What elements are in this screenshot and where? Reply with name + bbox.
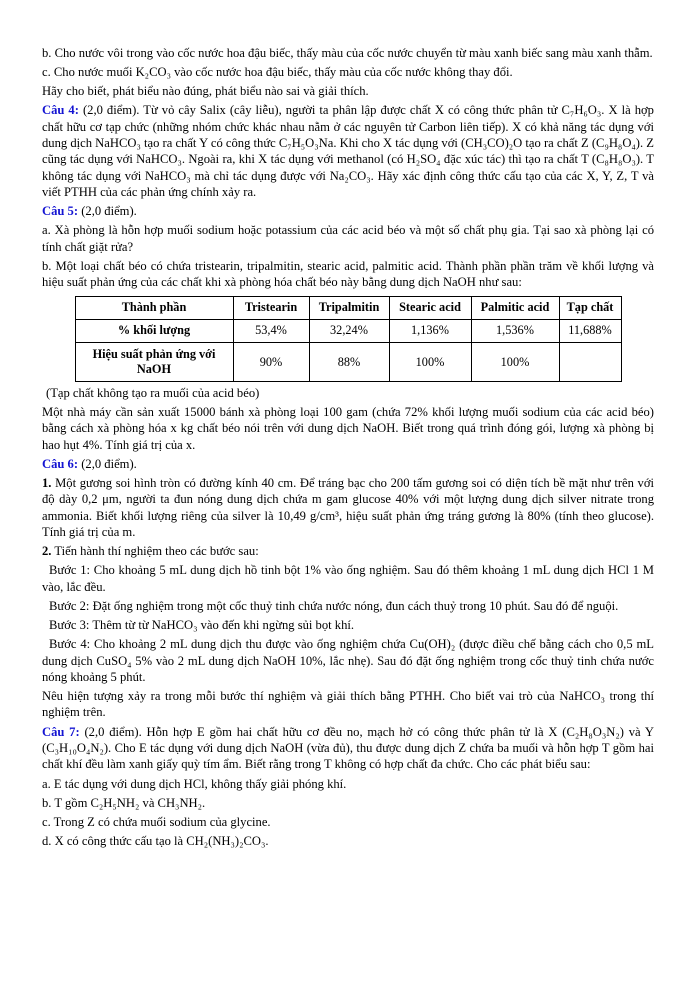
question-5 [42,203,654,219]
table-header-cell: Palmitic acid [471,296,559,319]
table-cell: 11,688% [559,319,621,342]
experiment-step-3: Bước 3: Thêm từ từ NaHCO₃ vào đến khi ngừng sủi bọt khí. [49,618,355,633]
question-7-text: (2,0 điểm). Hỗn hợp E gồm hai chất hữu cơ đều no, mạch hở có công thức phân tử là X (C₂H₈O₃N₂) và Y (C₃H₁₀O₄N₂). Cho E tác dụng với dung dịch NaOH (vừa đủ), thu được dung dịch Z chứa ba muối và hỗn hợp T gồm hai chất khí đều làm xanh giấy quỳ tím ẩm. Biết rằng trong T không có hợp chất đa chức. Cho các phát biểu sau: [42,724,655,772]
table-cell [559,343,621,382]
q6-part-2-number: 2. [42,544,52,559]
q6-part-1-number: 1. [42,476,52,491]
experiment-step-4: Bước 4: Cho khoảng 2 mL dung dịch thu được vào ống nghiệm chứa Cu(OH)₂ (được điều chế bằng cách cho 0,5 mL dung dịch CuSO₄ 5% vào 2 mL dung dịch NaOH 10%, lắc nhẹ). Sau đó đặt ống nghiệm trong cốc thuỷ tinh chứa nước nóng khoảng 5 phút. [42,637,654,684]
q5-part-b: b. Một loại chất béo có chứa tristearin, tripalmitin, stearic acid, palmitic acid. Thành phần phần trăm về khối lượng và hiệu suất phản ứng của các chất khi xà phòng hóa chất béo này bằng dung dịch NaOH như sau: [42,258,654,290]
table-header-cell: Tristearin [233,296,309,319]
q5-part-b-problem: Một nhà máy cần sản xuất 15000 bánh xà phòng loại 100 gam (chứa 72% khối lượng muối sodium của các acid béo) bằng cách xà phòng hóa x kg chất béo nói trên với dung dịch NaOH. Biết trong quá trình đóng gói, lượng xà phòng bị hao hụt 4%. Tính giá trị của x. [42,405,654,452]
q6-part-1 [42,475,654,540]
question-4 [42,102,654,200]
q7-statement-b: b. T gồm C₂H₅NH₂ và CH₃NH₂. [42,795,206,810]
table-header-cell: Tripalmitin [309,296,389,319]
question-6-label: Câu 6: [42,456,79,471]
statement-c: c. Cho nước muối K₂CO₃ vào cốc nước hoa đậu biếc, thấy màu của cốc nước không thay đổi. [42,64,513,79]
table-header-cell: Stearic acid [389,296,471,319]
table-header-cell: Thành phần [75,296,233,319]
experiment-step-2: Bước 2: Đặt ống nghiệm trong một cốc thuỷ tinh chứa nước nóng, đun cách thuỷ trong 10 phút. Sau đó để nguội. [49,598,619,613]
q5-part-a: a. Xà phòng là hỗn hợp muối sodium hoặc potassium của các acid béo và một số chất phụ gia. Tại sao xà phòng lại có tính chất giặt rửa? [42,223,654,254]
table-row-label: % khối lượng [75,319,233,342]
q7-statement-c: c. Trong Z có chứa muối sodium của glycine. [42,814,271,829]
table-cell: 1,136% [389,319,471,342]
question-7-label: Câu 7: [42,724,80,739]
question-7 [42,724,654,773]
table-cell: 88% [309,343,389,382]
q6-part-2-text: Tiến hành thí nghiệm theo các bước sau: [54,544,259,559]
q6-part-2 [42,543,654,559]
prompt-evaluate: Hãy cho biết, phát biểu nào đúng, phát biểu nào sai và giải thích. [42,84,369,99]
question-6-text: (2,0 điểm). [81,456,137,471]
table-cell: 100% [389,343,471,382]
table-note: (Tạp chất không tạo ra muối của acid béo) [46,385,260,400]
question-4-label: Câu 4: [42,103,79,118]
table-header-cell: Tạp chất [559,296,621,319]
table-row-label: Hiệu suất phản ứng với NaOH [75,343,233,382]
q6-part-1-text: Một gương soi hình tròn có đường kính 40 cm. Để tráng bạc cho 200 tấm gương soi có diện tích bề mặt như trên với độ dày 0,2 μm, người ta đun nóng dung dịch chứa m gam glucose 40% với một lượng dung dịch silver nitrate trong ammonia. Biết khối lượng riêng của silver là 10,49 g/cm³, hiệu suất phản ứng tráng gương là 80% (tính theo glucose). Tính giá trị của m. [42,476,655,540]
saponification-table [75,296,622,382]
q7-statement-a: a. E tác dụng với dung dịch HCl, không thấy giải phóng khí. [42,776,347,791]
table-header-row [75,296,621,319]
q7-statement-d: d. X có công thức cấu tạo là CH₂(NH₃)₂CO₃. [42,833,269,848]
question-6 [42,456,654,472]
question-5-label: Câu 5: [42,204,79,219]
statement-b: b. Cho nước vôi trong vào cốc nước hoa đậu biếc, thấy màu của cốc nước chuyển từ màu xanh biếc sang màu xanh thẫm. [42,45,653,60]
table-cell: 1,536% [471,319,559,342]
experiment-step-1: Bước 1: Cho khoảng 5 mL dung dịch hồ tinh bột 1% vào ống nghiệm. Sau đó thêm khoảng 1 mL dung dịch HCl 1 M vào, lắc đều. [42,563,654,594]
table-cell: 53,4% [233,319,309,342]
table-cell: 90% [233,343,309,382]
table-cell: 32,24% [309,319,389,342]
table-row [75,319,621,342]
question-4-text: (2,0 điểm). Từ vỏ cây Salix (cây liễu), người ta phân lập được chất X có công thức phân tử C₇H₆O₃. X là hợp chất hữu cơ tạp chức (những nhóm chức khác nhau nằm ở các nguyên tử Carbon liên tiếp). X có khả năng tác dụng với dung dịch NaHCO₃ tạo ra chất Y có công thức C₇H₅O₃Na. Khi cho X tác dụng với (CH₃CO)₂O tạo ra chất Z (C₉H₈O₄). Z cũng tác dụng với NaHCO₃. Ngoài ra, khi X tác dụng với methanol (có H₂SO₄ đặc xúc tác) thì tạo ra chất T (C₈H₈O₃). T không tác dụng với NaHCO₃ mà chỉ tác dụng được với Na₂CO₃. Hãy xác định công thức cấu tạo của các X, Y, Z, T và viết PTHH của các phản ứng chính xảy ra. [42,103,654,200]
table-cell: 100% [471,343,559,382]
q6-conclusion: Nêu hiện tượng xảy ra trong mỗi bước thí nghiệm và giải thích bằng PTHH. Cho biết vai trò của NaHCO₃ trong thí nghiệm trên. [42,689,654,720]
table-row [75,343,621,382]
question-5-text: (2,0 điểm). [81,204,137,219]
